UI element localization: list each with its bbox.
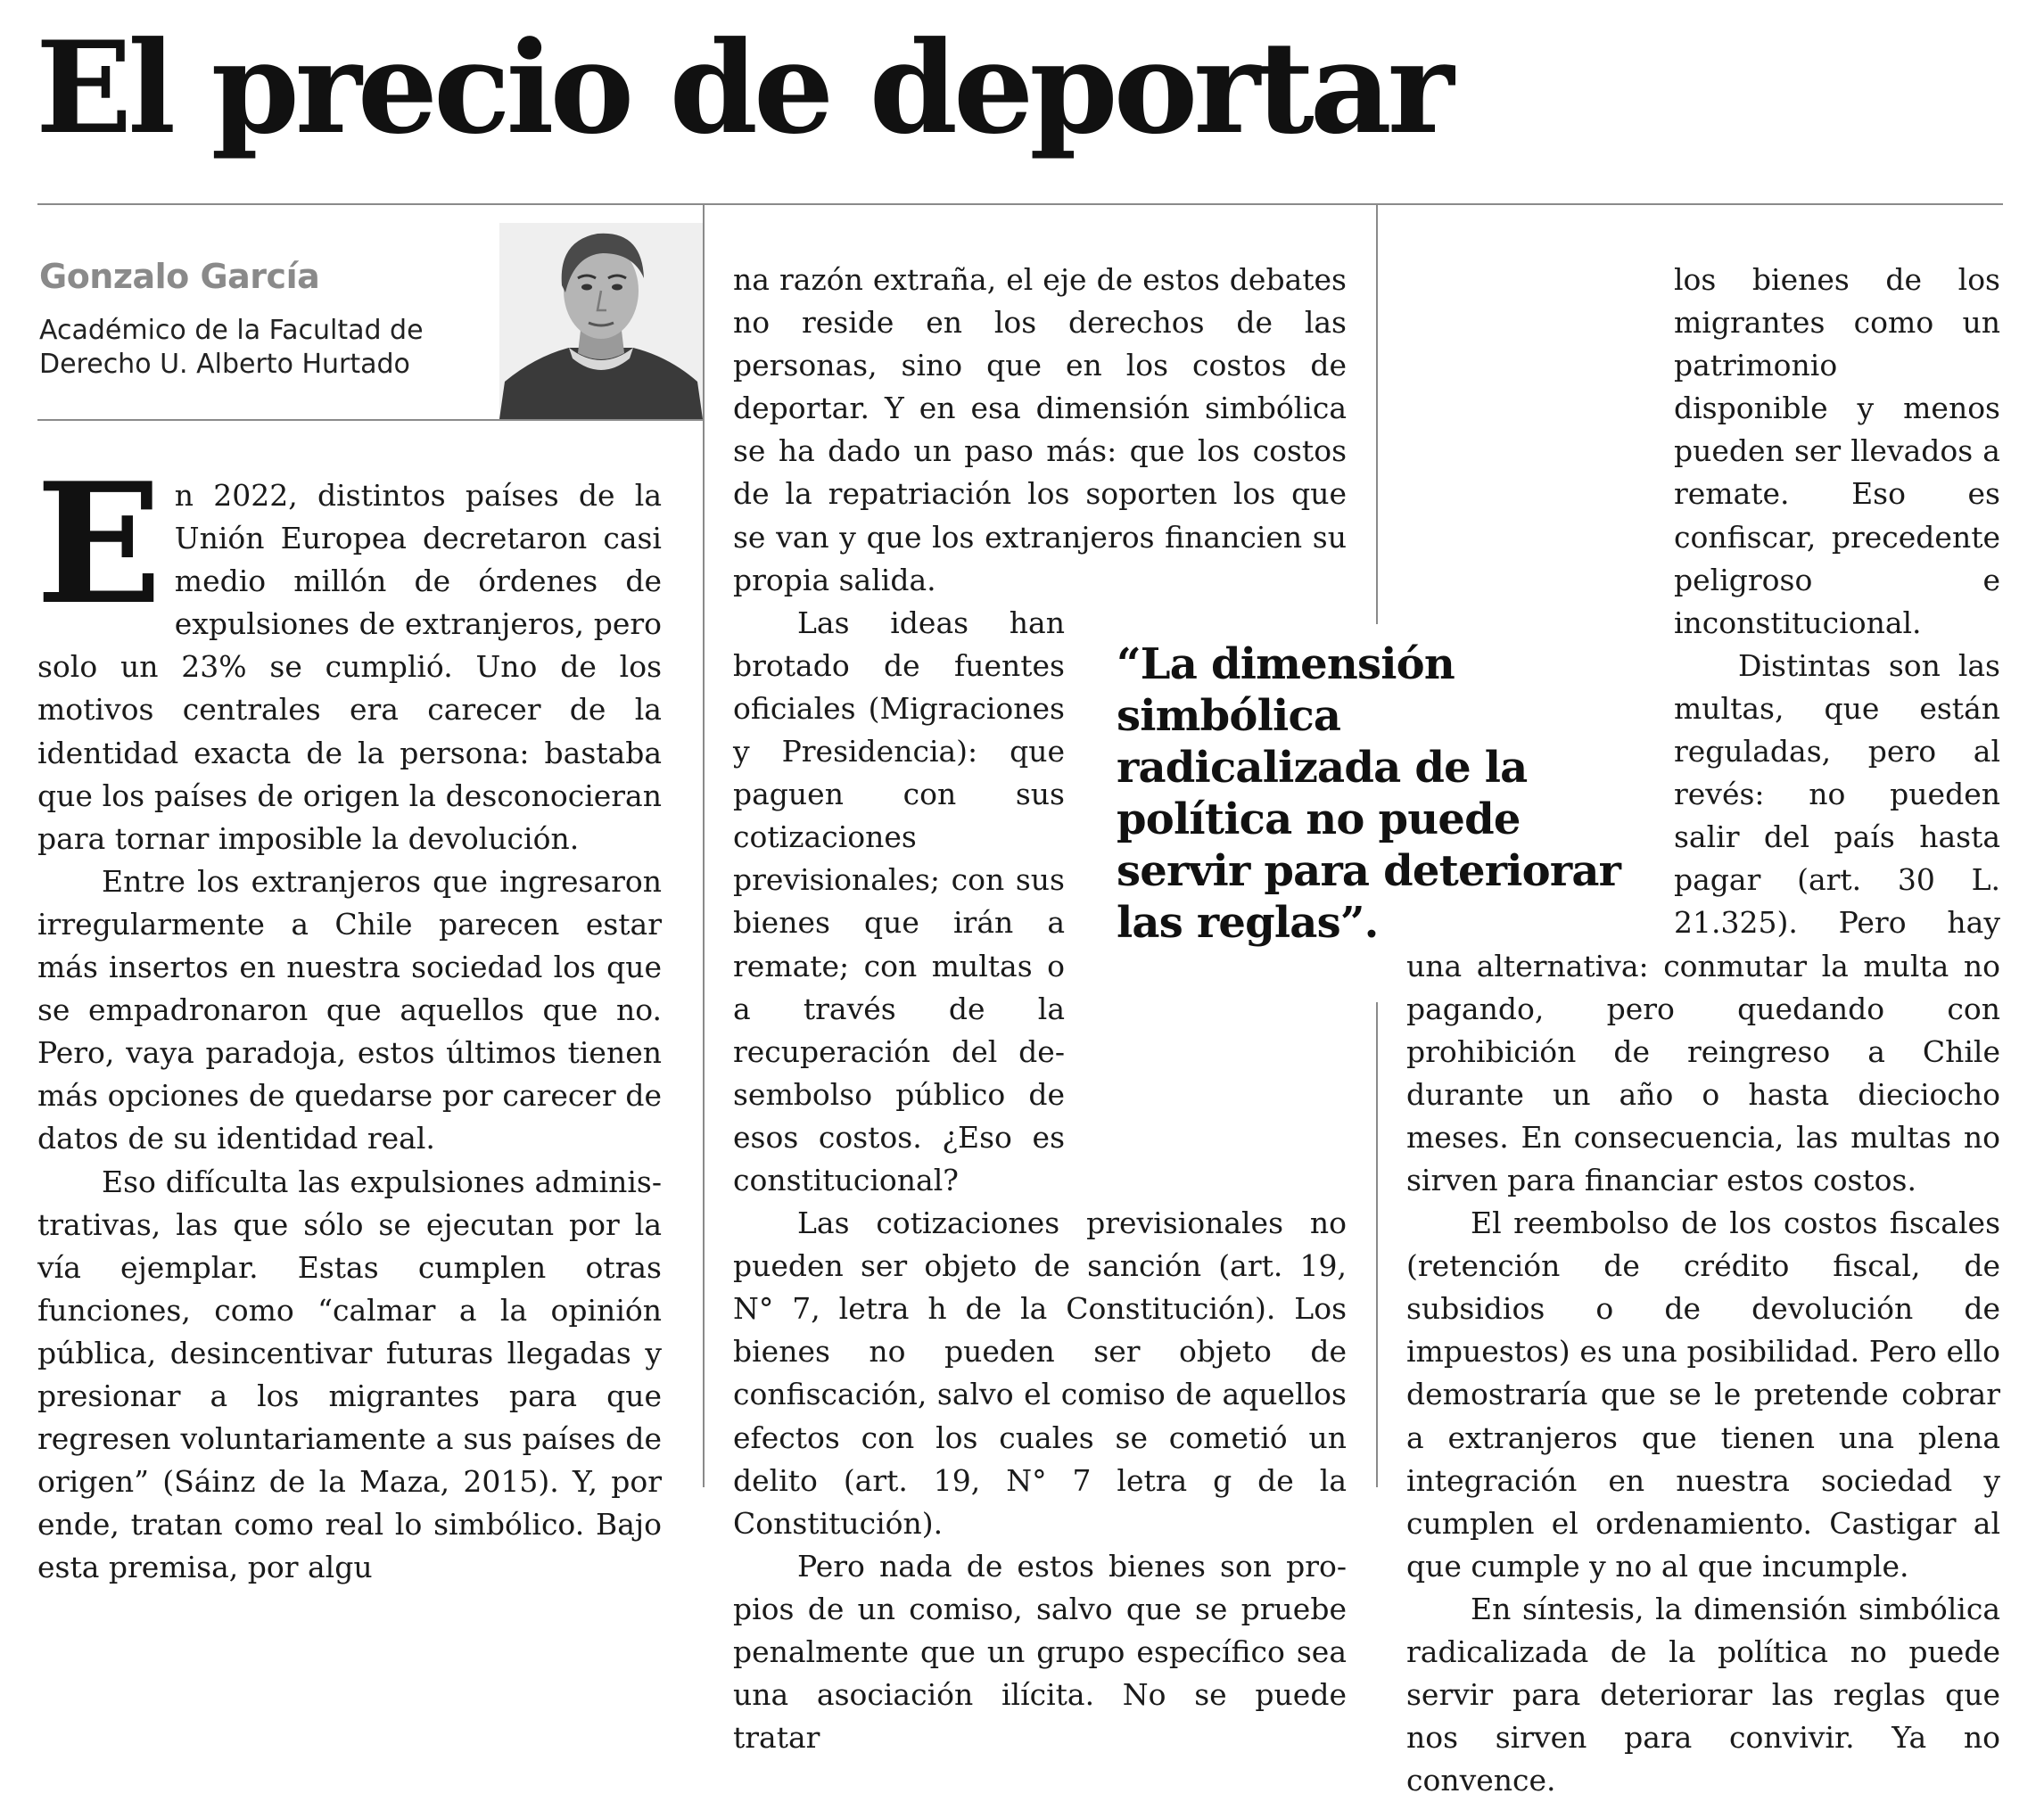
author-portrait-icon xyxy=(499,223,703,419)
paragraph: los bienes de los migrantes como un patrimonio disponible y menos pueden ser llevados a remate. Eso es confiscar, precedente peligroso e inconstitucional. xyxy=(1674,262,2000,640)
author-name: Gonzalo García xyxy=(39,257,320,296)
article-column-2 xyxy=(733,259,1347,1759)
drop-cap: E xyxy=(36,446,162,641)
paragraph xyxy=(36,446,662,860)
paragraph: En síntesis, la dimensión simbólica radicalizada de la política no puede servir para deteriorar las reglas que nos sirven para convivir. Ya no convence. xyxy=(1406,1591,2000,1798)
paragraph: Eso difículta las expulsiones administrativas, las que sólo se ejecutan por la vía ejemplar. Estas cumplen otras funciones, como “calmar a la opinión pública, desincentivar futuras llegadas y presionar a los migrantes para que regresen voluntariamente a sus países de origen” (Sáinz de la Maza, 2015). Y, por ende, tratan como real lo simbólico. Bajo esta premisa, por algu xyxy=(37,1164,662,1585)
paragraph: Entre los extranjeros que ingresaron irregularmente a Chile parecen estar más insertos en nuestra sociedad los que se empadronaron que aquellos que no. Pero, vaya paradoja, estos últimos tienen más opciones de quedarse por carecer de datos de su identidad real. xyxy=(37,863,662,1156)
article-column-1 xyxy=(36,446,662,1589)
pull-quote: “La dimensión simbólica radicalizada de la política no puede servir para deteriorar las reglas”. xyxy=(1117,639,1621,948)
headline: El precio de deportar xyxy=(36,14,1450,162)
paragraph-text: n 2022, distintos países de la Unión Europea decretaron casi medio millón de órdenes de expulsiones de extranjeros, pero solo un 23% se cumplió. Uno de los motivos centrales era carecer de la identidad exacta de la persona: bastaba que los países de origen la desconocieran para tornar imposible la devolución. xyxy=(37,478,662,856)
column-divider xyxy=(1376,205,1378,624)
paragraph: Pero nada de estos bienes son propios de un comiso, salvo que se pruebe penalmente que un grupo específico sea una asociación ilícita. No se puede tratar xyxy=(733,1548,1347,1756)
column-divider xyxy=(703,205,705,1487)
paragraph: El reembolso de los costos fiscales (retención de crédito fiscal, de subsidios o de devolución de impuestos) es una posibilidad. Pero ello demostraría que se le pretende cobrar a extranjeros que tienen una plena integración en nuestra sociedad y cumplen el ordenamiento. Castigar al que cumple y no al que incumple. xyxy=(1406,1205,2000,1584)
top-rule xyxy=(37,203,2003,205)
article-column-3 xyxy=(1406,259,2000,1802)
column-divider xyxy=(1376,1002,1378,1487)
paragraph: na razón extraña, el eje de estos debates no reside en los derechos de las personas, sino que en los costos de deportar. Y en esa dimensión simbólica se ha dado un paso más: que los costos de la repatriación los soporten los que se van y que los extranjeros financien su propia salida. xyxy=(733,262,1347,597)
paragraph: Las cotizaciones previsionales no pueden ser objeto de sanción (art. 19, N° 7, letra h de la Constitución). Los bienes no pueden ser objeto de confiscación, salvo el comiso de aquellos efectos con los cuales se cometió un delito (art. 19, N° 7 letra g de la Constitución). xyxy=(733,1205,1347,1541)
paragraph: Distintas son las multas, que están reguladas, pero al revés: no pueden salir del país hasta pagar (art. 30 L. 21.325). Pero hay una alternativa: conmutar la multa no pagando, pero quedando con prohibición de reingreso a Chile durante un año o hasta dieciocho meses. En consecuencia, las multas no sirven para financiar estos costos. xyxy=(1406,647,2000,1197)
author-role: Académico de la Facultad de Derecho U. Alberto Hurtado xyxy=(39,315,424,380)
author-rule xyxy=(37,419,703,421)
paragraph-text: Las ideas han brotado de fuentes oficiales (Migraciones y Presidencia): que paguen con sus cotizaciones previsionales; con sus bienes que irán a remate; con multas o a través de la recuperación del desembolso público de esos costos. ¿Eso es constitucional? xyxy=(733,605,1065,1197)
